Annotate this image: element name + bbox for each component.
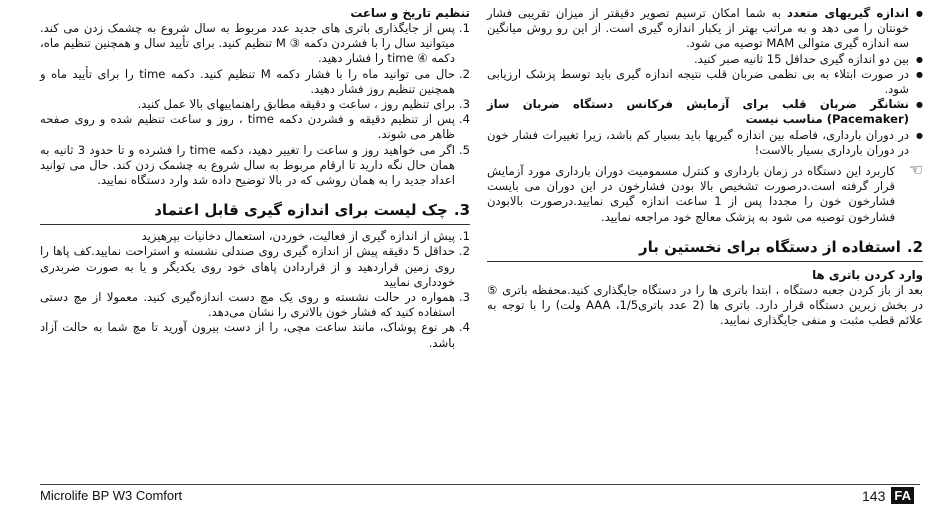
- battery-subheading: وارد کردن باتری ها: [812, 267, 923, 282]
- datetime-step: 4. پس از تنظیم دقیقه و فشردن دکمه time ، روز و ساعت تنظیم شده و روی صفحه ظاهر می شوند.: [40, 112, 470, 142]
- tip-wait-between: ● بین دو اندازه گیری حداقل 15 ثانیه صبر کنید.: [487, 52, 923, 67]
- checklist-item: 3. همواره در حالت نشسته و روی یک مچ دست اندازه‌گیری کنید. معمولا از مچ دستی استفاده کنید که فشار خون بالاتری را نشان می‌دهد.: [40, 290, 470, 320]
- right-column: [487, 6, 923, 328]
- pregnancy-note: ☜ کاربرد این دستگاه در زمان بارداری و کنترل مسمومیت دوران بارداری مورد آزمایش قرار گرفته است.درصورت تشخیص بالا بودن فشارخون در این دوران می بایست فشارخون خون را مجددا پس از 1 ساعت اندازه گیری نمایید.درصورت بالابودن فشارخون توصیه می شود به پزشک معالج خود مراجعه نمایید.: [487, 160, 923, 224]
- measurement-tips-list: [487, 6, 923, 158]
- tip-multiple-measurements: ● اندازه گیریهای متعدد به شما امکان ترسیم تصویر دقیقتر از میزان تقریبی فشار خونتان را می دهد و به مراتب بهتر از یکبار اندازه گیری است. از این رو روش میانگین سه اندازه گیری متوالی MAM توصیه می شود.: [487, 6, 923, 52]
- section-3-heading: 3.چک لیست برای اندازه گیری قابل اعتماد: [40, 200, 470, 225]
- checklist: [40, 229, 470, 351]
- footer-page: [862, 487, 914, 504]
- section-2-heading: 2.استفاده از دستگاه برای نخستین بار: [487, 237, 923, 262]
- tip-arrhythmia: ● در صورت ابتلاء به بی نظمی ضربان قلب نتیجه اندازه گیری باید توسط پزشک ارزیابی شود.: [487, 67, 923, 97]
- tip-pregnancy: ● در دوران بارداری، فاصله بین اندازه گیریها باید بسیار کم باشد، زیرا تغییرات فشار خون در دوران بارداری بسیار بالاست!: [487, 128, 923, 158]
- datetime-step: 5. اگر می خواهید روز و ساعت را تغییر دهید، دکمه time را فشرده و تا حدود 3 ثانیه به همان حال نگه دارید تا ارقام مربوط به سال شروع به چشمک زدن کند. حال می توانید اعداد جدید را به همان روشی که در بالا توضیح داده شد وارد دستگاه نمایید.: [40, 142, 470, 188]
- footer-product: Microlife BP W3 Comfort: [40, 488, 183, 503]
- datetime-subheading: تنظیم تاریخ و ساعت: [350, 6, 470, 20]
- left-column: [40, 6, 470, 351]
- tip-pacemaker: ● نشانگر ضربان قلب برای آزمایش فرکانس دستگاه ضربان ساز (Pacemaker) مناسب نیست: [487, 97, 923, 127]
- checklist-item: 1. پیش از اندازه گیری از فعالیت، خوردن، استعمال دخانیات بپرهیزید: [141, 229, 470, 244]
- pointing-hand-icon: ☜: [908, 160, 923, 180]
- checklist-item: 4. هر نوع پوشاک، مانند ساعت مچی، را از دست بیرون آورید تا مچ شما به حالت آزاد باشد.: [40, 320, 470, 350]
- language-badge: FA: [891, 487, 914, 504]
- footer-divider: [40, 484, 920, 485]
- checklist-item: 2. حداقل 5 دقیقه پیش از اندازه گیری روی صندلی نشسته و استراحت نمایید.کف پاها را روی زمین قراردهید و از قراردادن پاهای خود روی یکدیگر و یا به صورت ضربدری خودداری نمایید: [40, 244, 470, 289]
- datetime-steps: [40, 21, 470, 188]
- page-number: 143: [862, 487, 886, 504]
- datetime-step: 2. حال می توانید ماه را با فشار دکمه M تنظیم کنید. دکمه time را برای تأیید ماه و همچنین تنظیم روز فشار دهید.: [40, 66, 470, 96]
- battery-paragraph: بعد از باز کردن جعبه دستگاه ، ابتدا باتری ها را در دستگاه جایگذاری کنید.محفظه باتری ⑤ در بخش زیرین دستگاه قرار دارد. باتری ها (2 عدد باتریAAA ،1/5 ولت) را با توجه به علائم قطب مثبت و منفی جایگذاری نمایید.: [487, 282, 923, 328]
- datetime-step: 3. برای تنظیم روز ، ساعت و دقیقه مطابق راهنماییهای بالا عمل کنید.: [137, 97, 470, 112]
- datetime-step: 1. پس از جایگذاری باتری های جدید عدد مربوط به سال شروع به چشمک زدن می کند. میتوانید سال را با فشردن دکمه ③ M تنظیم کنید. برای تأیید سال و همچنین تنظیم ماه، دکمه ④ time را فشار دهید.: [40, 21, 470, 66]
